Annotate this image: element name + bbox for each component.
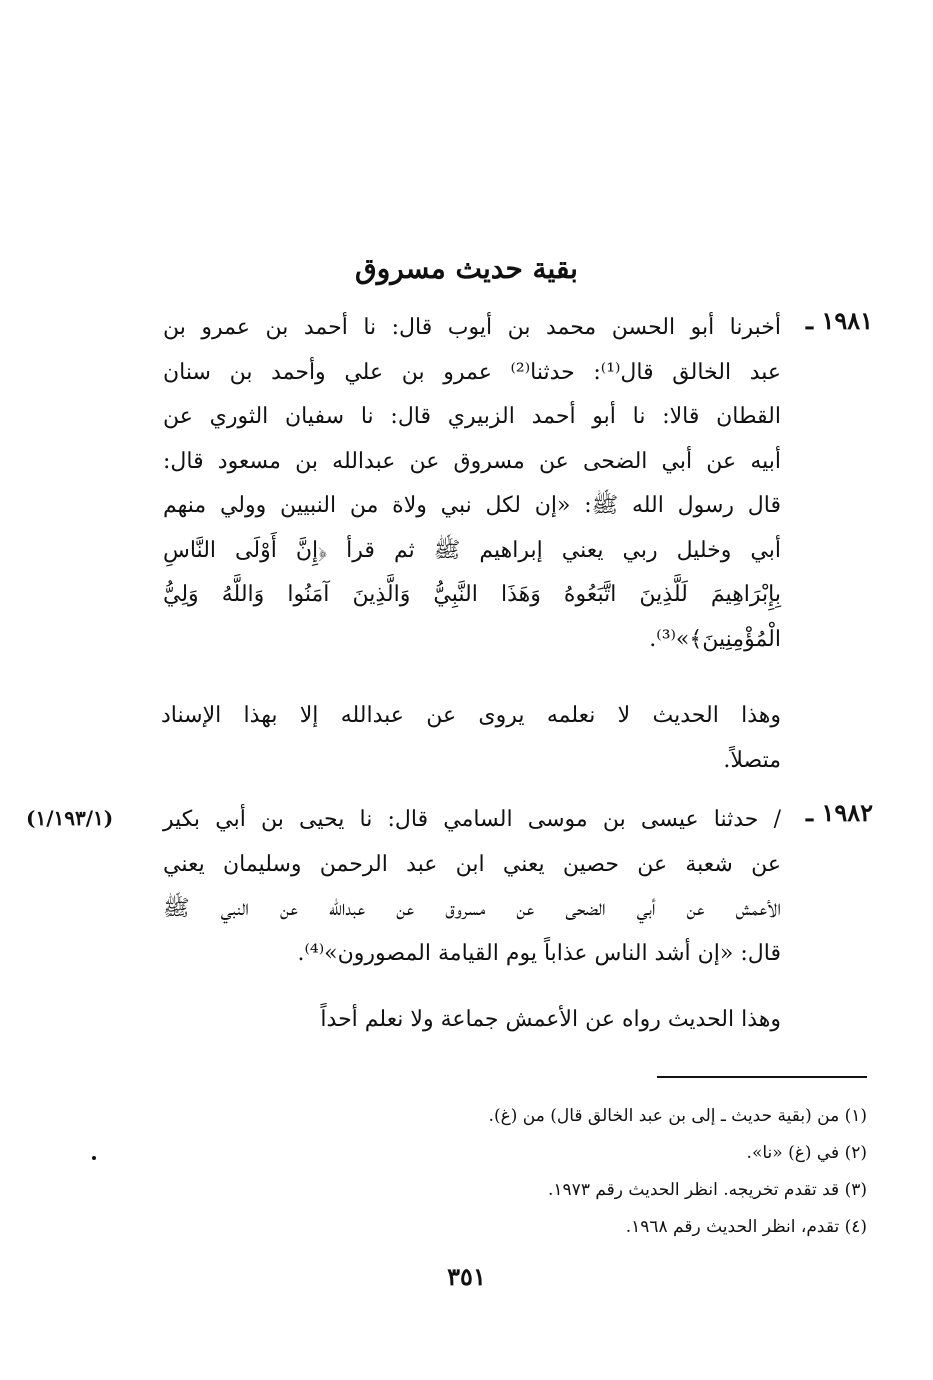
hadith-text — [163, 306, 781, 662]
text-line: وهذا الحديث لا نعلمه يروى عن عبدالله إلا بهذا الإسناد — [161, 703, 781, 728]
text-line: أخبرنا أبو الحسن محمد بن أيوب قال: نا أحمد بن عمرو بن — [163, 315, 781, 340]
text-line: عبد الخالق قال⁽¹⁾: حدثنا⁽²⁾ عمرو بن علي وأحمد بن سنان — [163, 359, 782, 385]
footnote-3: (٣) قد تقدم تخريجه. انظر الحديث رقم ١٩٧٣. — [548, 1180, 867, 1200]
text-line: / حدثنا عيسى بن موسى السامي قال: نا يحيى بن أبي بكير — [163, 807, 781, 832]
text-line: عن شعبة عن حصين يعني ابن عبد الرحمن وسليمان يعني — [163, 851, 781, 877]
hadith-entry-1982 — [163, 798, 873, 978]
text-line: وهذا الحديث رواه عن الأعمش جماعة ولا نعلم أحداً — [320, 1007, 781, 1032]
scan-speck — [92, 1156, 96, 1160]
hadith-text — [163, 798, 781, 976]
text-line: الأعمش عن أبي الضحى عن مسروق عن عبدالله عن النبي ﷺ — [163, 896, 781, 921]
commentary-paragraph — [161, 694, 781, 783]
text-line: أبي وخليل ربي يعني إبراهيم ﷺ ثم قرأ ﴿إِنَّ أَوْلَى النَّاسِ — [163, 537, 781, 563]
text-line: قال رسول الله ﷺ: «إن لكل نبي ولاة من النبيين وولي منهم — [163, 493, 781, 518]
footnotes — [167, 1098, 867, 1246]
footnote-2: (٢) في (غ) «نا». — [746, 1143, 867, 1163]
footnote-separator — [657, 1076, 867, 1078]
text-line: أبيه عن أبي الضحى عن مسروق عن عبدالله بن مسعود قال: — [163, 448, 781, 474]
text-line: القطان قالا: نا أبو أحمد الزبيري قال: نا سفيان الثوري عن — [163, 404, 781, 429]
footnote-1: (١) من (بقية حديث ـ إلى بن عبد الخالق قال) من (غ). — [488, 1106, 867, 1126]
commentary-paragraph — [161, 998, 781, 1043]
quran-verse-line: بِإِبْرَاهِيمَ لَلَّذِينَ اتَّبَعُوهُ وَهَذَا النَّبِيُّ وَالَّذِينَ آمَنُوا وَاللَّهُ وَلِيُّ — [163, 582, 781, 607]
manuscript-folio-reference: (١/١٩٣/١) — [26, 806, 114, 830]
hadith-number: ١٩٨١ ـ — [806, 306, 873, 335]
text-line: قال: «إن أشد الناس عذاباً يوم القيامة المصورون»⁽⁴⁾. — [297, 940, 781, 966]
text-line: متصلاً. — [723, 747, 781, 773]
page-number: ٣٥١ — [447, 1262, 486, 1291]
hadith-number: ١٩٨٢ ـ — [806, 798, 873, 827]
footnote-4: (٤) تقدم، انظر الحديث رقم ١٩٦٨. — [625, 1217, 867, 1237]
hadith-entry-1981 — [163, 306, 873, 666]
text-line: الْمُؤْمِنِينَ﴾»⁽³⁾. — [649, 626, 781, 652]
section-title: بقية حديث مسروق — [355, 252, 578, 285]
